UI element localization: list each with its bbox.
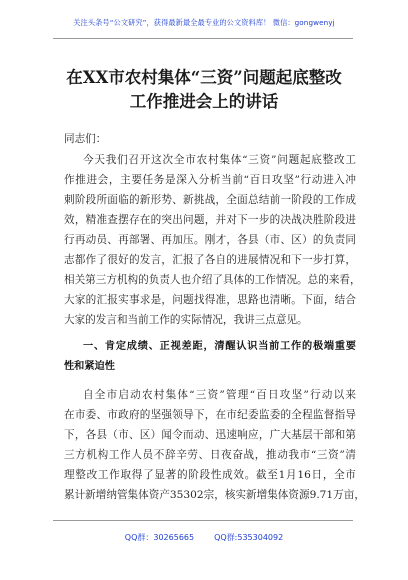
- document-title-line-1: 在XX市农村集体“三资”问题起底整改: [66, 68, 342, 87]
- footer-qq-group-2: QQ群:535304092: [214, 533, 284, 542]
- paragraph-2-line: 在市委、市政府的坚强领导下，在市纪委监委的全程监督指导: [64, 409, 356, 421]
- paragraph-1-line: 大家的汇报实事求是，问题找得准，思路也清晰。下面，结合: [64, 294, 356, 306]
- header-divider: [53, 38, 353, 39]
- paragraph-2-line: 三方机构工作人员不辞辛劳、日夜奋战，推动我市“三资”清: [64, 449, 356, 461]
- paragraph-1-line: 作推进会，主要任务是深入分析当前“百日攻坚”行动进入冲: [64, 174, 356, 186]
- paragraph-1-line: 效，精准查摆存在的突出问题，并对下一步的决战决胜阶段进: [64, 214, 356, 226]
- paragraph-1-line: 刺阶段所面临的新形势、新挑战，全面总结前一阶段的工作成: [64, 194, 356, 206]
- paragraph-1-line: 相关第三方机构的负责人也介绍了具体的工作情况。总的来看，: [64, 274, 361, 286]
- paragraph-2-line: 理整改工作取得了显著的阶段性成效。截至1月16日，全市: [64, 469, 356, 481]
- paragraph-1-line: 行再动员、再部署、再加压。刚才，各县（市、区）的负责同: [64, 234, 356, 246]
- paragraph-1-line: 志都作了很好的发言，汇报了各自的进展情况和下一步打算，: [64, 254, 356, 266]
- document-title-line-2: 工作推进会上的讲话: [129, 92, 279, 111]
- paragraph-2-line: 自全市启动农村集体“三资”管理“百日攻坚”行动以来: [83, 389, 356, 401]
- footer-qq-group-1: QQ群：30265665: [124, 533, 195, 542]
- paragraph-1-line: 大家的发言和当前工作的实际情况，我讲三点意见。: [64, 314, 308, 326]
- footer-contacts: [0, 532, 408, 543]
- paragraph-2-line: 下，各县（市、区）闻令而动、迅速响应，广大基层干部和第: [64, 429, 356, 441]
- footer-divider: [53, 520, 353, 521]
- salutation: 同志们：: [64, 133, 107, 145]
- header-banner: 关注头条号“公文研究”，获得最新最全最专业的公文资料库！ 微信：gongwenyj: [73, 18, 335, 27]
- section-heading-line: 性和紧迫性: [64, 361, 115, 372]
- paragraph-1-line: 今天我们召开这次全市农村集体“三资”问题起底整改工: [83, 154, 356, 166]
- paragraph-2-line: 累计新增纳管集体资产35302宗，核实新增集体资源9.71万亩，: [64, 489, 365, 501]
- section-heading-line: 一、肯定成绩、正视差距，清醒认识当前工作的极端重要: [83, 341, 356, 352]
